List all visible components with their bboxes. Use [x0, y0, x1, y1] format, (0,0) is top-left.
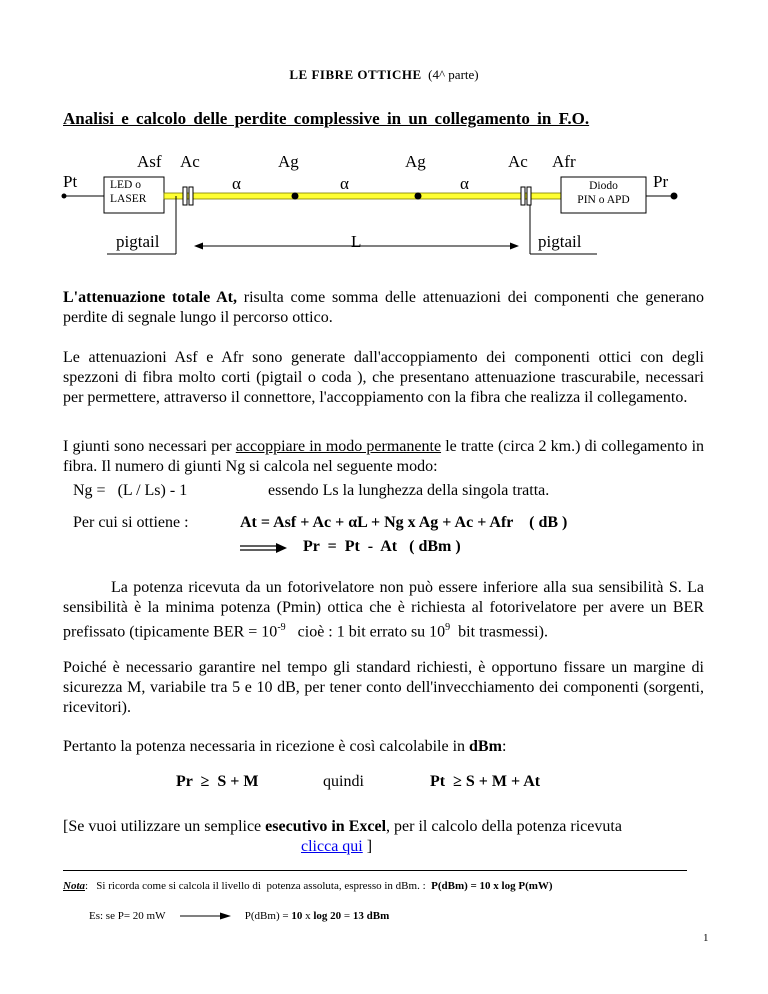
label-pigtail-right: pigtail — [538, 232, 582, 251]
example-line: Es: se P= 20 mW P(dBm) = 10 x log 20 = 13 dBm — [89, 910, 390, 922]
fiber-line — [164, 193, 561, 199]
at-formula: At = Asf + Ac + αL + Ng x Ag + Ac + Afr ( dB ) — [240, 514, 568, 531]
page-number: 1 — [703, 932, 709, 944]
per-cui-label: Per cui si ottiene : — [73, 514, 189, 531]
quindi-label: quindi — [323, 773, 364, 790]
ng-note: essendo Ls la lunghezza della singola tratta. — [268, 482, 550, 499]
source-box-text: LED o LASER — [110, 179, 147, 205]
footnote-divider — [63, 870, 687, 871]
fiber-link-diagram — [0, 150, 768, 260]
alpha-3: α — [460, 174, 469, 193]
label-asf: Asf — [137, 152, 162, 171]
section-heading: Analisi e calcolo delle perdite complessive in un collegamento in F.O. — [63, 109, 590, 128]
footnote: Nota: Si ricorda come si calcola il livello di potenza assoluta, espresso in dBm. : P(dBm) = 10 x log P(mW) — [63, 880, 553, 892]
implies-arrow-icon — [240, 541, 288, 555]
condition-pr: Pr ≥ S + M — [176, 773, 259, 790]
paragraph-total-attenuation: L'attenuazione totale At, risulta come somma delle attenuazioni dei componenti che generano perdite di segnale lungo il percorso ottico. — [63, 289, 705, 326]
label-ag-2: Ag — [405, 152, 426, 171]
pr-formula: Pr = Pt - At ( dBm ) — [303, 538, 461, 555]
excel-link[interactable]: clicca qui — [301, 838, 363, 855]
label-afr: Afr — [552, 152, 576, 171]
paragraph-splices: I giunti sono necessari per accoppiare in modo permanente le tratte (circa 2 km.) di collegamento in fibra. Il numero di giunti Ng si calcola nel seguente modo: — [63, 438, 705, 475]
splice-2 — [415, 193, 422, 200]
condition-pt: Pt ≥ S + M + At — [430, 773, 541, 790]
label-ac-right: Ac — [508, 152, 528, 171]
arrow-right-icon — [180, 911, 232, 921]
detector-box-text: Diodo PIN o APD — [577, 180, 630, 206]
pr-terminal — [671, 193, 678, 200]
label-ac-left: Ac — [180, 152, 200, 171]
alpha-1: α — [232, 174, 241, 193]
label-pigtail-left: pigtail — [116, 232, 160, 251]
label-pt: Pt — [63, 172, 78, 191]
ng-formula: Ng = (L / Ls) - 1 — [73, 482, 188, 499]
paragraph-pigtail: Le attenuazioni Asf e Afr sono generate dall'accoppiamento dei componenti ottici con degli spezzoni di fibra molto corti (pigtail o coda ), che presentano attenuazione trascurabile, necessari per permettere, attraverso il connettore, l'accoppiamento con la fibra che realizza il collegamento. — [63, 349, 704, 406]
paragraph-dbm: Pertanto la potenza necessaria in ricezione è così calcolabile in dBm: — [63, 738, 507, 755]
label-length: L — [351, 232, 362, 251]
splice-1 — [292, 193, 299, 200]
paragraph-sensitivity: La potenza ricevuta da un fotorivelatore non può essere inferiore alla sua sensibilità S. La sensibilità è la minima potenza (Pmin) ottica che è richiesta al fotorivelatore per avere un BER prefissato (tipicamente BER = $10^{-9}$ cioè : 1 bit errato su $10^9$ bit trasmessi). — [63, 579, 704, 641]
alpha-2: α — [340, 174, 349, 193]
paragraph-excel: [Se vuoi utilizzare un semplice esecutivo in Excel, per il calcolo della potenza ricevuta clicca qui ] — [63, 818, 622, 855]
page-title: LE FIBRE OTTICHE (4^ parte) — [289, 67, 479, 82]
label-ag-1: Ag — [278, 152, 299, 171]
paragraph-margin: Poiché è necessario garantire nel tempo gli standard richiesti, è opportuno fissare un margine di sicurezza M, variabile tra 5 e 10 dB, per tener conto dell'invecchiamento dei componenti (sorgenti, ricevitori). — [63, 659, 704, 716]
label-pr: Pr — [653, 172, 669, 191]
